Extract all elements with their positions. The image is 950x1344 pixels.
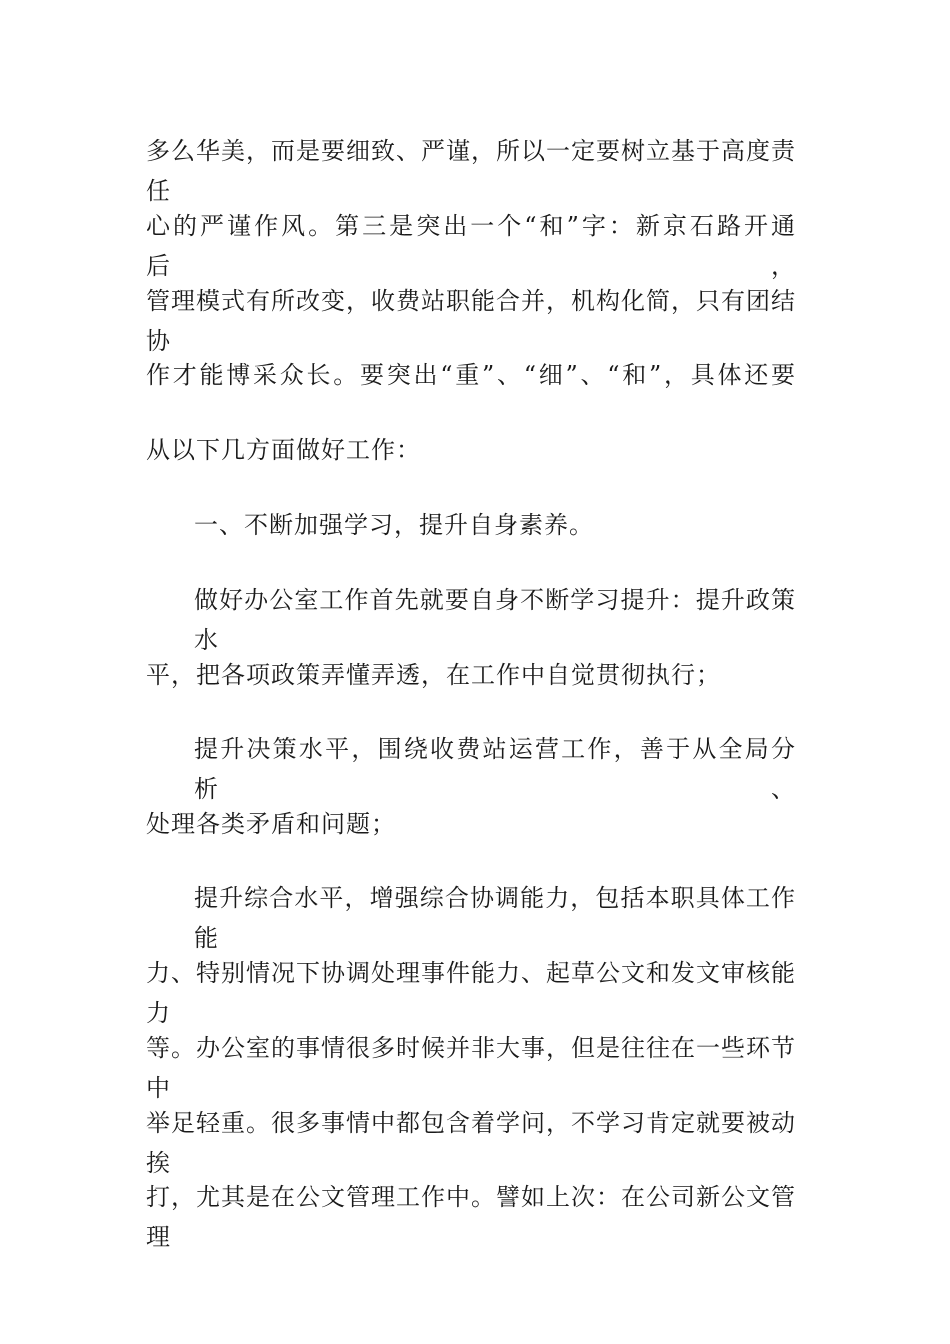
text-line: 打，尤其是在公文管理工作中。譬如上次：在公司新公文管理 [146,1183,796,1251]
text-line: 处理各类矛盾和问题； [146,810,396,838]
text-line: 从以下几方面做好工作： [146,436,421,464]
text-line: 举足轻重。很多事情中都包含着学问，不学习肯定就要被动挨 [146,1109,796,1177]
paragraph-first-line: 做好办公室工作首先就要自身不断学习提升：提升政策水 [194,586,796,654]
text-line: 作才能博采众长。要突出“重”、“细”、“和”，具体还要 [146,361,796,389]
text-line: 多么华美，而是要细致、严谨，所以一定要树立基于高度责任 [146,137,796,205]
text-line: 等。办公室的事情很多时候并非大事，但是往往在一些环节中 [146,1034,796,1102]
text-line: 管理模式有所改变，收费站职能合并，机构化简，只有团结协 [146,287,796,355]
paragraph-first-line: 提升决策水平，围绕收费站运营工作，善于从全局分析、 [194,735,796,803]
section-heading: 一、不断加强学习，提升自身素养。 [194,511,594,539]
paragraph-first-line: 提升综合水平，增强综合协调能力，包括本职具体工作能 [194,884,796,952]
text-line: 力、特别情况下协调处理事件能力、起草公文和发文审核能力 [146,959,796,1027]
text-line: 心的严谨作风。第三是突出一个“和”字：新京石路开通后， [146,212,796,280]
text-line: 平，把各项政策弄懂弄透，在工作中自觉贯彻执行； [146,661,721,689]
